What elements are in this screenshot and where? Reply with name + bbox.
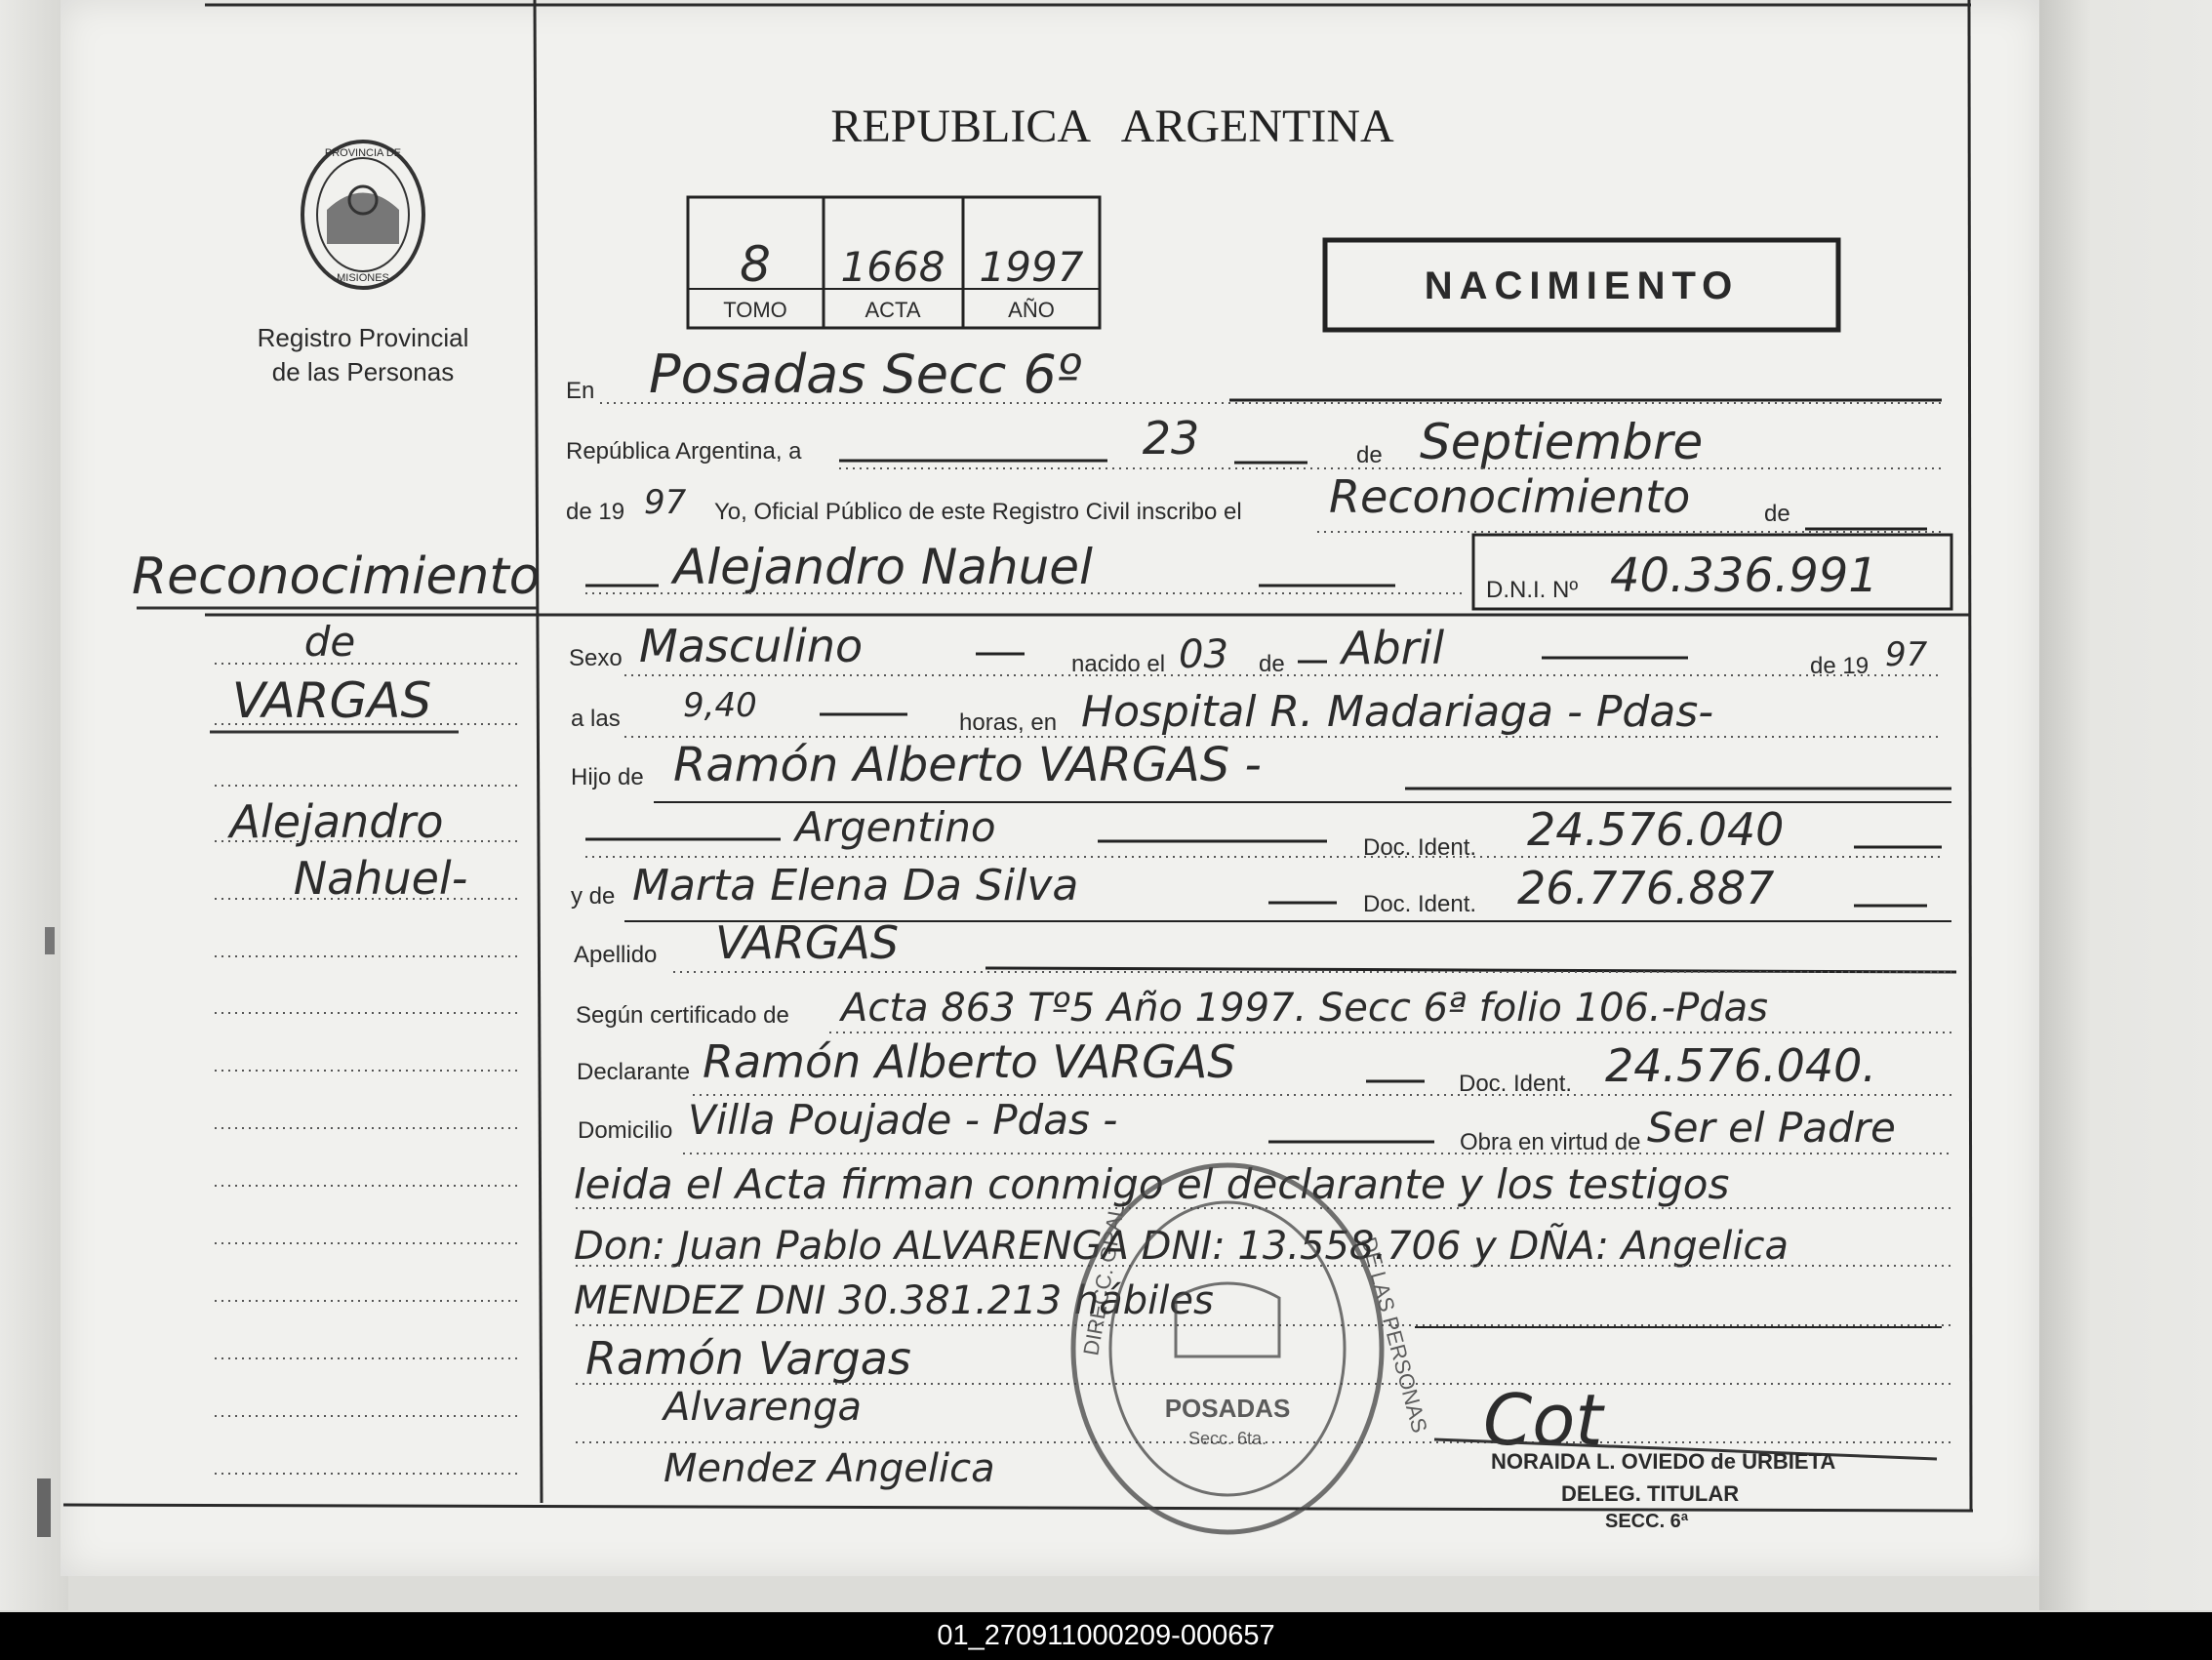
value-birth-day: 03 [1179,632,1228,677]
label-de2: de [1764,501,1790,527]
file-id: 01_270911000209-000657 [937,1620,1275,1651]
stamp-ring-right: DE LAS PERSONAS [1356,1234,1432,1436]
label-alas: a las [571,706,621,732]
note-line-1: leida el Acta firman conmigo el declarante y los testigos [574,1160,1730,1208]
label-republica: República Argentina, a [566,438,802,465]
label-doc-mother: Doc. Ident. [1363,891,1477,917]
value-declarante-doc: 24.576.040. [1605,1039,1876,1092]
country-title: REPUBLICA ARGENTINA [830,101,1394,152]
value-obra: Ser el Padre [1647,1104,1896,1152]
label-declarante: Declarante [577,1059,691,1085]
label-year-prefix: de 19 [566,499,625,525]
seal-top-text: PROVINCIA DE [324,147,402,159]
binder-hole-mark-2 [37,1478,51,1537]
stamp-ring-left: DIRECC. GRAL. [1078,1196,1131,1357]
ano-label: AÑO [1008,298,1055,322]
stamp-city: POSADAS [1164,1394,1291,1423]
officer-section: SECC. 6ª [1605,1511,1689,1532]
value-apellido: VARGAS [715,916,900,969]
value-mother: Marta Elena Da Silva [632,861,1079,911]
value-father-doc: 24.576.040 [1527,803,1785,856]
signature-declarante: Ramón Vargas [585,1332,911,1385]
label-de19: de 19 [1810,653,1870,679]
margin-ruled-lines [215,664,522,1474]
value-person-name: Alejandro Nahuel [673,539,1093,595]
label-oficial: Yo, Oficial Público de este Registro Civil inscribo el [714,499,1242,525]
office-name: Registro Provincial [257,323,469,352]
value-day: 23 [1142,412,1200,465]
value-domicilio: Villa Poujade - Pdas - [688,1096,1118,1144]
label-horas: horas, en [959,709,1058,736]
signature-officer: Cot [1483,1379,1603,1461]
value-place: Hospital R. Madariaga - Pdas- [1081,687,1714,737]
acta-label: ACTA [865,298,921,322]
label-domicilio: Domicilio [578,1117,673,1144]
value-hour: 9,40 [683,686,757,725]
label-hijo: Hijo de [571,764,644,790]
note-line-3: MENDEZ DNI 30.381.213 hábiles [574,1278,1214,1323]
margin-de: de [303,618,356,666]
value-birth-year: 97 [1885,635,1928,674]
label-segun: Según certificado de [576,1002,789,1029]
margin-middle-name: Nahuel- [293,852,468,905]
officer-name: NORAIDA L. OVIEDO de URBIETA [1491,1449,1836,1474]
label-doc-father: Doc. Ident. [1363,834,1477,861]
value-certificate: Acta 863 Tº5 Año 1997. Secc 6ª folio 106.-Pdas [841,986,1768,1031]
label-obra: Obra en virtud de [1460,1129,1641,1155]
value-father: Ramón Alberto VARGAS - [673,738,1262,792]
value-mother-doc: 26.776.887 [1517,862,1775,914]
margin-given-name: Alejandro [229,795,444,848]
value-act-type: Reconocimiento [1329,470,1691,523]
province-seal-logo [302,142,423,288]
margin-surname: VARGAS [231,672,432,729]
margin-act-type: Reconocimiento [132,547,541,606]
right-border [1969,0,1971,1511]
acta-value: 1668 [840,243,945,291]
value-year: 97 [644,483,687,522]
seal-bottom-text: MISIONES [337,272,389,284]
registry-stamp [1073,1165,1432,1532]
label-de: de [1356,442,1383,468]
value-father-nationality: Argentino [795,803,996,851]
value-dni: 40.336.991 [1610,548,1878,603]
note-line-2: Don: Juan Pablo ALVARENGA DNI: 13.558.706 y DÑA: Angelica [574,1224,1789,1269]
value-birth-month: Abril [1342,622,1445,674]
office-name-2: de las Personas [271,357,455,386]
record-type: NACIMIENTO [1424,264,1740,307]
label-yde: y de [571,883,616,910]
binder-hole-mark [45,927,55,954]
value-en: Posadas Secc 6º [649,344,1082,405]
signature-witness-1: Alvarenga [664,1385,862,1430]
label-doc-declarante: Doc. Ident. [1459,1071,1573,1097]
label-apellido: Apellido [574,942,658,968]
tomo-value: 8 [740,236,771,293]
label-sexo: Sexo [569,645,623,671]
label-de3: de [1259,651,1285,677]
column-divider [535,0,542,1503]
value-month: Septiembre [1420,414,1704,470]
value-sexo: Masculino [639,620,864,672]
value-declarante: Ramón Alberto VARGAS [703,1035,1236,1088]
label-dni: D.N.I. Nº [1486,577,1579,603]
label-en: En [566,378,595,404]
volume-box [688,197,1100,328]
signature-witness-2: Mendez Angelica [664,1446,995,1491]
stamp-section: Secc. 6ta. [1187,1429,1267,1448]
officer-title: DELEG. TITULAR [1561,1481,1740,1506]
label-nacido: nacido el [1071,651,1166,677]
ano-value: 1997 [979,243,1084,291]
tomo-label: TOMO [723,298,787,322]
